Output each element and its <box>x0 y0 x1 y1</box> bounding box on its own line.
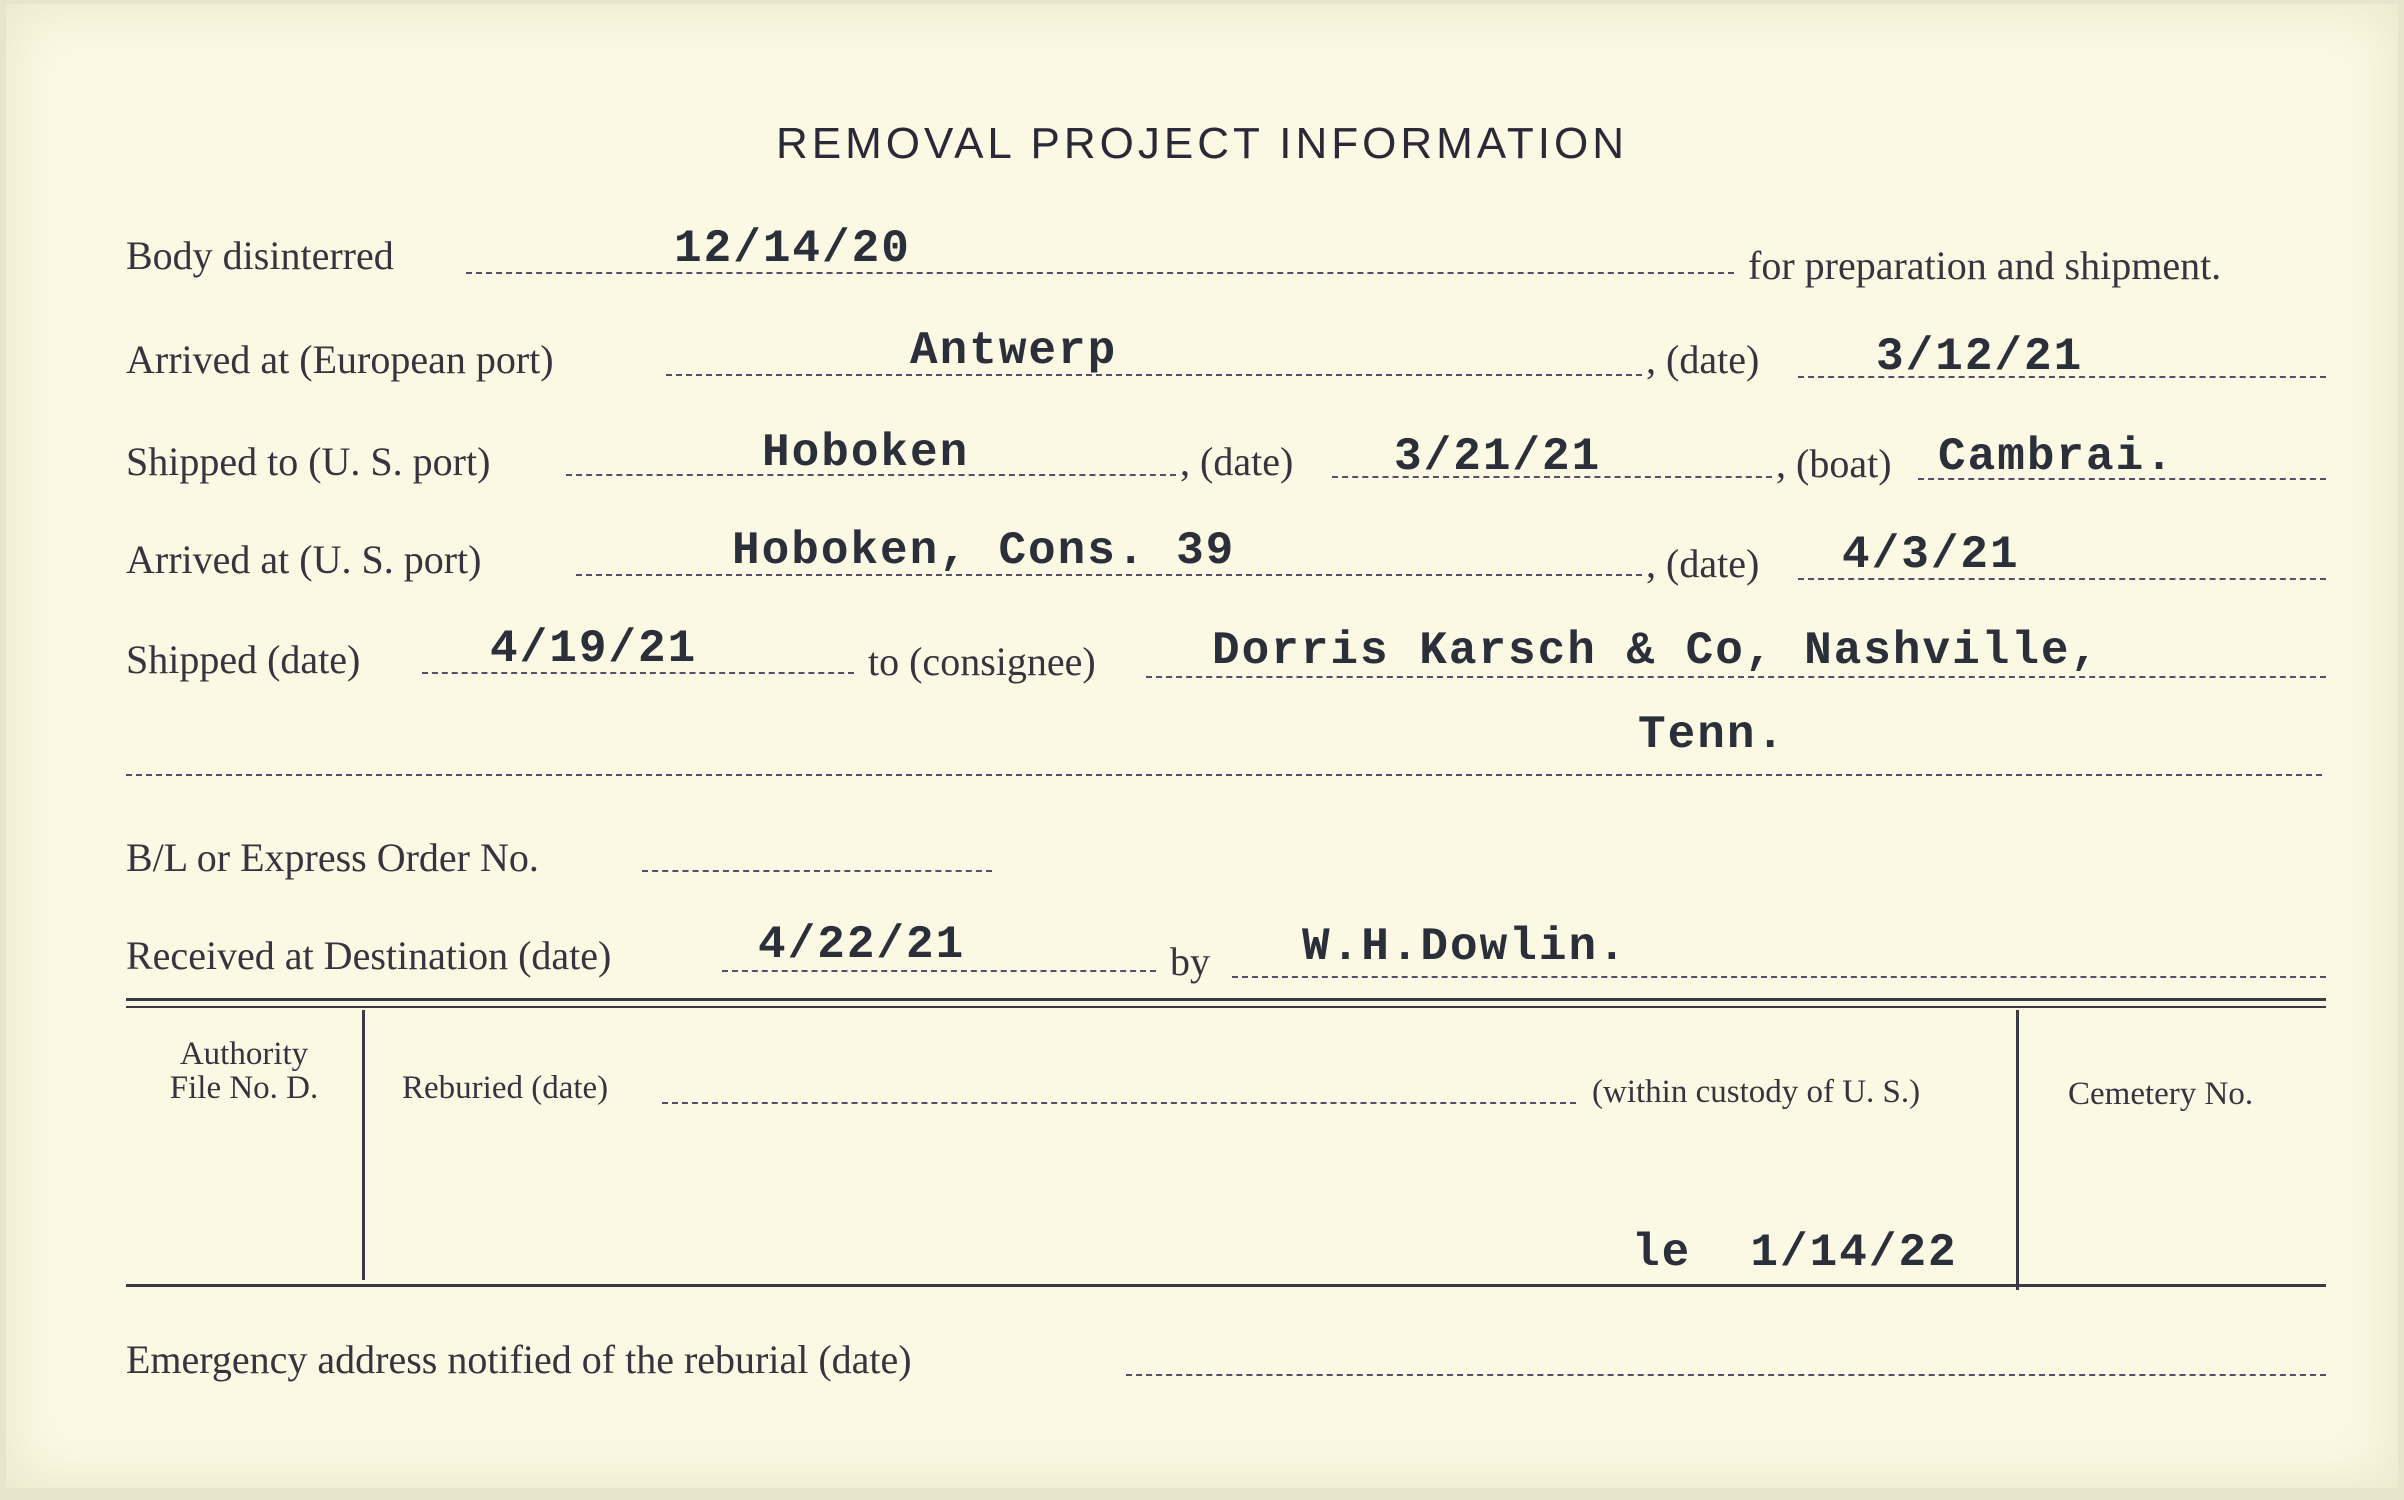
cemetery-no-label: Cemetery No. <box>2068 1076 2254 1112</box>
shipped-date-value: 4/19/21 <box>490 623 698 675</box>
card-title: REMOVAL PROJECT INFORMATION <box>776 119 1628 168</box>
european-port-date: 3/12/21 <box>1876 331 2084 383</box>
bl-order-label: B/L or Express Order No. <box>126 835 539 880</box>
table-top-rule <box>126 998 2326 1001</box>
us-port-shipped-value: Hoboken <box>762 427 970 479</box>
bl-order-line <box>642 870 992 872</box>
removal-project-card <box>6 4 2398 1488</box>
us-port-arrived-date-label: , (date) <box>1646 541 1760 586</box>
custody-label: (within custody of U. S.) <box>1592 1074 1921 1110</box>
consignee-value-line1: Dorris Karsch & Co, Nashville, <box>1212 625 2101 677</box>
us-port-arrived-date: 4/3/21 <box>1842 529 2020 581</box>
authority-label-line1: Authority <box>179 1036 309 1072</box>
body-disinterred-line <box>466 272 1734 274</box>
authority-label-line2: File No. D. <box>169 1070 319 1106</box>
european-port-label: Arrived at (European port) <box>126 337 554 382</box>
european-port-date-label: , (date) <box>1646 337 1760 382</box>
boat-label: , (boat) <box>1776 441 1892 486</box>
reburied-label: Reburied (date) <box>402 1070 609 1106</box>
us-port-shipped-date: 3/21/21 <box>1394 431 1602 483</box>
consignee-continuation-line <box>126 774 2322 776</box>
european-port-value: Antwerp <box>910 325 1118 377</box>
received-by-label: by <box>1170 939 1210 984</box>
table-divider-left <box>362 1010 365 1280</box>
us-port-arrived-value: Hoboken, Cons. 39 <box>732 525 1236 577</box>
table-divider-right <box>2016 1010 2019 1290</box>
reburied-line <box>662 1102 1576 1104</box>
shipped-date-label: Shipped (date) <box>126 637 361 682</box>
received-by-line <box>1232 976 2326 978</box>
table-top-rule-inner <box>126 1006 2326 1008</box>
reburial-annotation: le 1/14/22 <box>1632 1227 1958 1279</box>
table-bottom-rule <box>126 1284 2326 1287</box>
us-port-shipped-label: Shipped to (U. S. port) <box>126 439 491 484</box>
emergency-address-line <box>1126 1374 2326 1376</box>
emergency-address-label: Emergency address notified of the reburial (date) <box>126 1337 912 1382</box>
us-port-shipped-date-label: , (date) <box>1180 439 1294 484</box>
consignee-value-line2: Tenn. <box>1638 709 1787 761</box>
received-date-value: 4/22/21 <box>758 919 966 971</box>
received-by-value: W.H.Dowlin. <box>1302 921 1628 973</box>
body-disinterred-date: 12/14/20 <box>674 223 911 275</box>
consignee-label: to (consignee) <box>868 639 1096 684</box>
boat-value: Cambrai. <box>1938 431 2175 483</box>
us-port-arrived-label: Arrived at (U. S. port) <box>126 537 482 582</box>
body-disinterred-label: Body disinterred <box>126 233 394 278</box>
body-disinterred-suffix: for preparation and shipment. <box>1748 243 2222 288</box>
european-port-line <box>666 374 1642 376</box>
received-date-label: Received at Destination (date) <box>126 933 612 978</box>
